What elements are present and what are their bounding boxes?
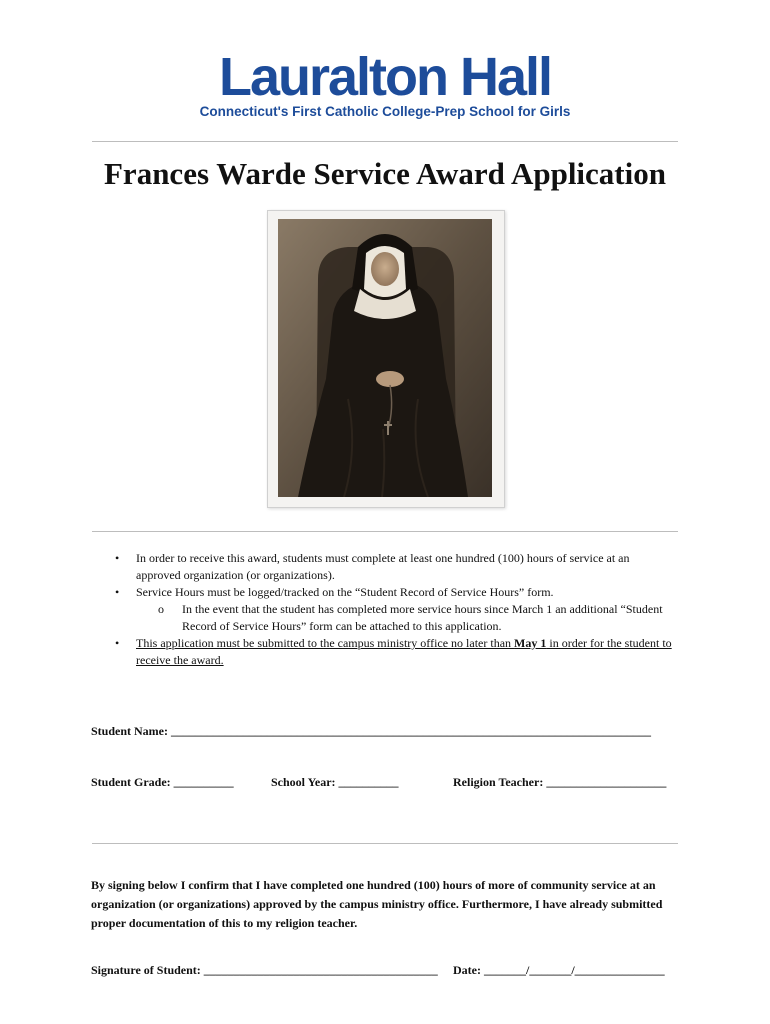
signature-field[interactable]: Signature of Student: _______________________________________: [91, 963, 438, 977]
requirements-list: [112, 550, 672, 669]
deadline-text-end: in order for the student to receive the award.: [136, 636, 672, 667]
page-title: Frances Warde Service Award Application: [104, 156, 666, 191]
requirement-additional-form: In the event that the student has completed more service hours since March 1 an additional “Student Record of Service Hours” form can be attached to this application.: [182, 602, 663, 633]
bullet-icon: •: [115, 636, 120, 650]
school-tagline: Connecticut's First Catholic College-Prep School for Girls: [199, 104, 571, 119]
date-field[interactable]: Date: _______/_______/_______________: [453, 963, 665, 977]
deadline-text-start: This application must be submitted to the campus ministry office no later than: [136, 636, 515, 650]
list-item: [112, 584, 672, 635]
portrait-photo: [267, 210, 505, 508]
school-year-field[interactable]: School Year: __________: [271, 775, 399, 789]
bullet-icon: •: [115, 585, 120, 599]
divider-middle: [92, 531, 678, 532]
divider-top: [92, 141, 678, 142]
divider-bottom: [92, 843, 678, 844]
list-item: [112, 635, 672, 669]
nun-portrait-image: [278, 219, 492, 497]
religion-teacher-field[interactable]: Religion Teacher: ____________________: [453, 775, 667, 789]
list-item: [112, 550, 672, 584]
requirement-logging: Service Hours must be logged/tracked on the “Student Record of Service Hours” form.: [136, 585, 554, 599]
school-name: Lauralton Hall: [218, 47, 552, 107]
circle-bullet-icon: o: [158, 602, 164, 616]
student-name-field[interactable]: Student Name: ________________________________________________________________________________: [91, 724, 651, 738]
deadline-date: May 1: [514, 636, 547, 650]
confirmation-statement: By signing below I confirm that I have completed one hundred (100) hours of more of community service at an organization (or organizations) approved by the campus ministry office. Furthermore, I have already submitted proper documentation of this to my religion teacher.: [91, 878, 663, 930]
student-grade-field[interactable]: Student Grade: __________: [91, 775, 234, 789]
requirement-hours: In order to receive this award, students must complete at least one hundred (100) hours of service at an approved organization (or organizations).: [136, 551, 630, 582]
bullet-icon: •: [115, 551, 120, 565]
requirement-deadline: [136, 636, 672, 667]
sub-list-item: [136, 601, 672, 635]
school-logo: [0, 48, 770, 119]
